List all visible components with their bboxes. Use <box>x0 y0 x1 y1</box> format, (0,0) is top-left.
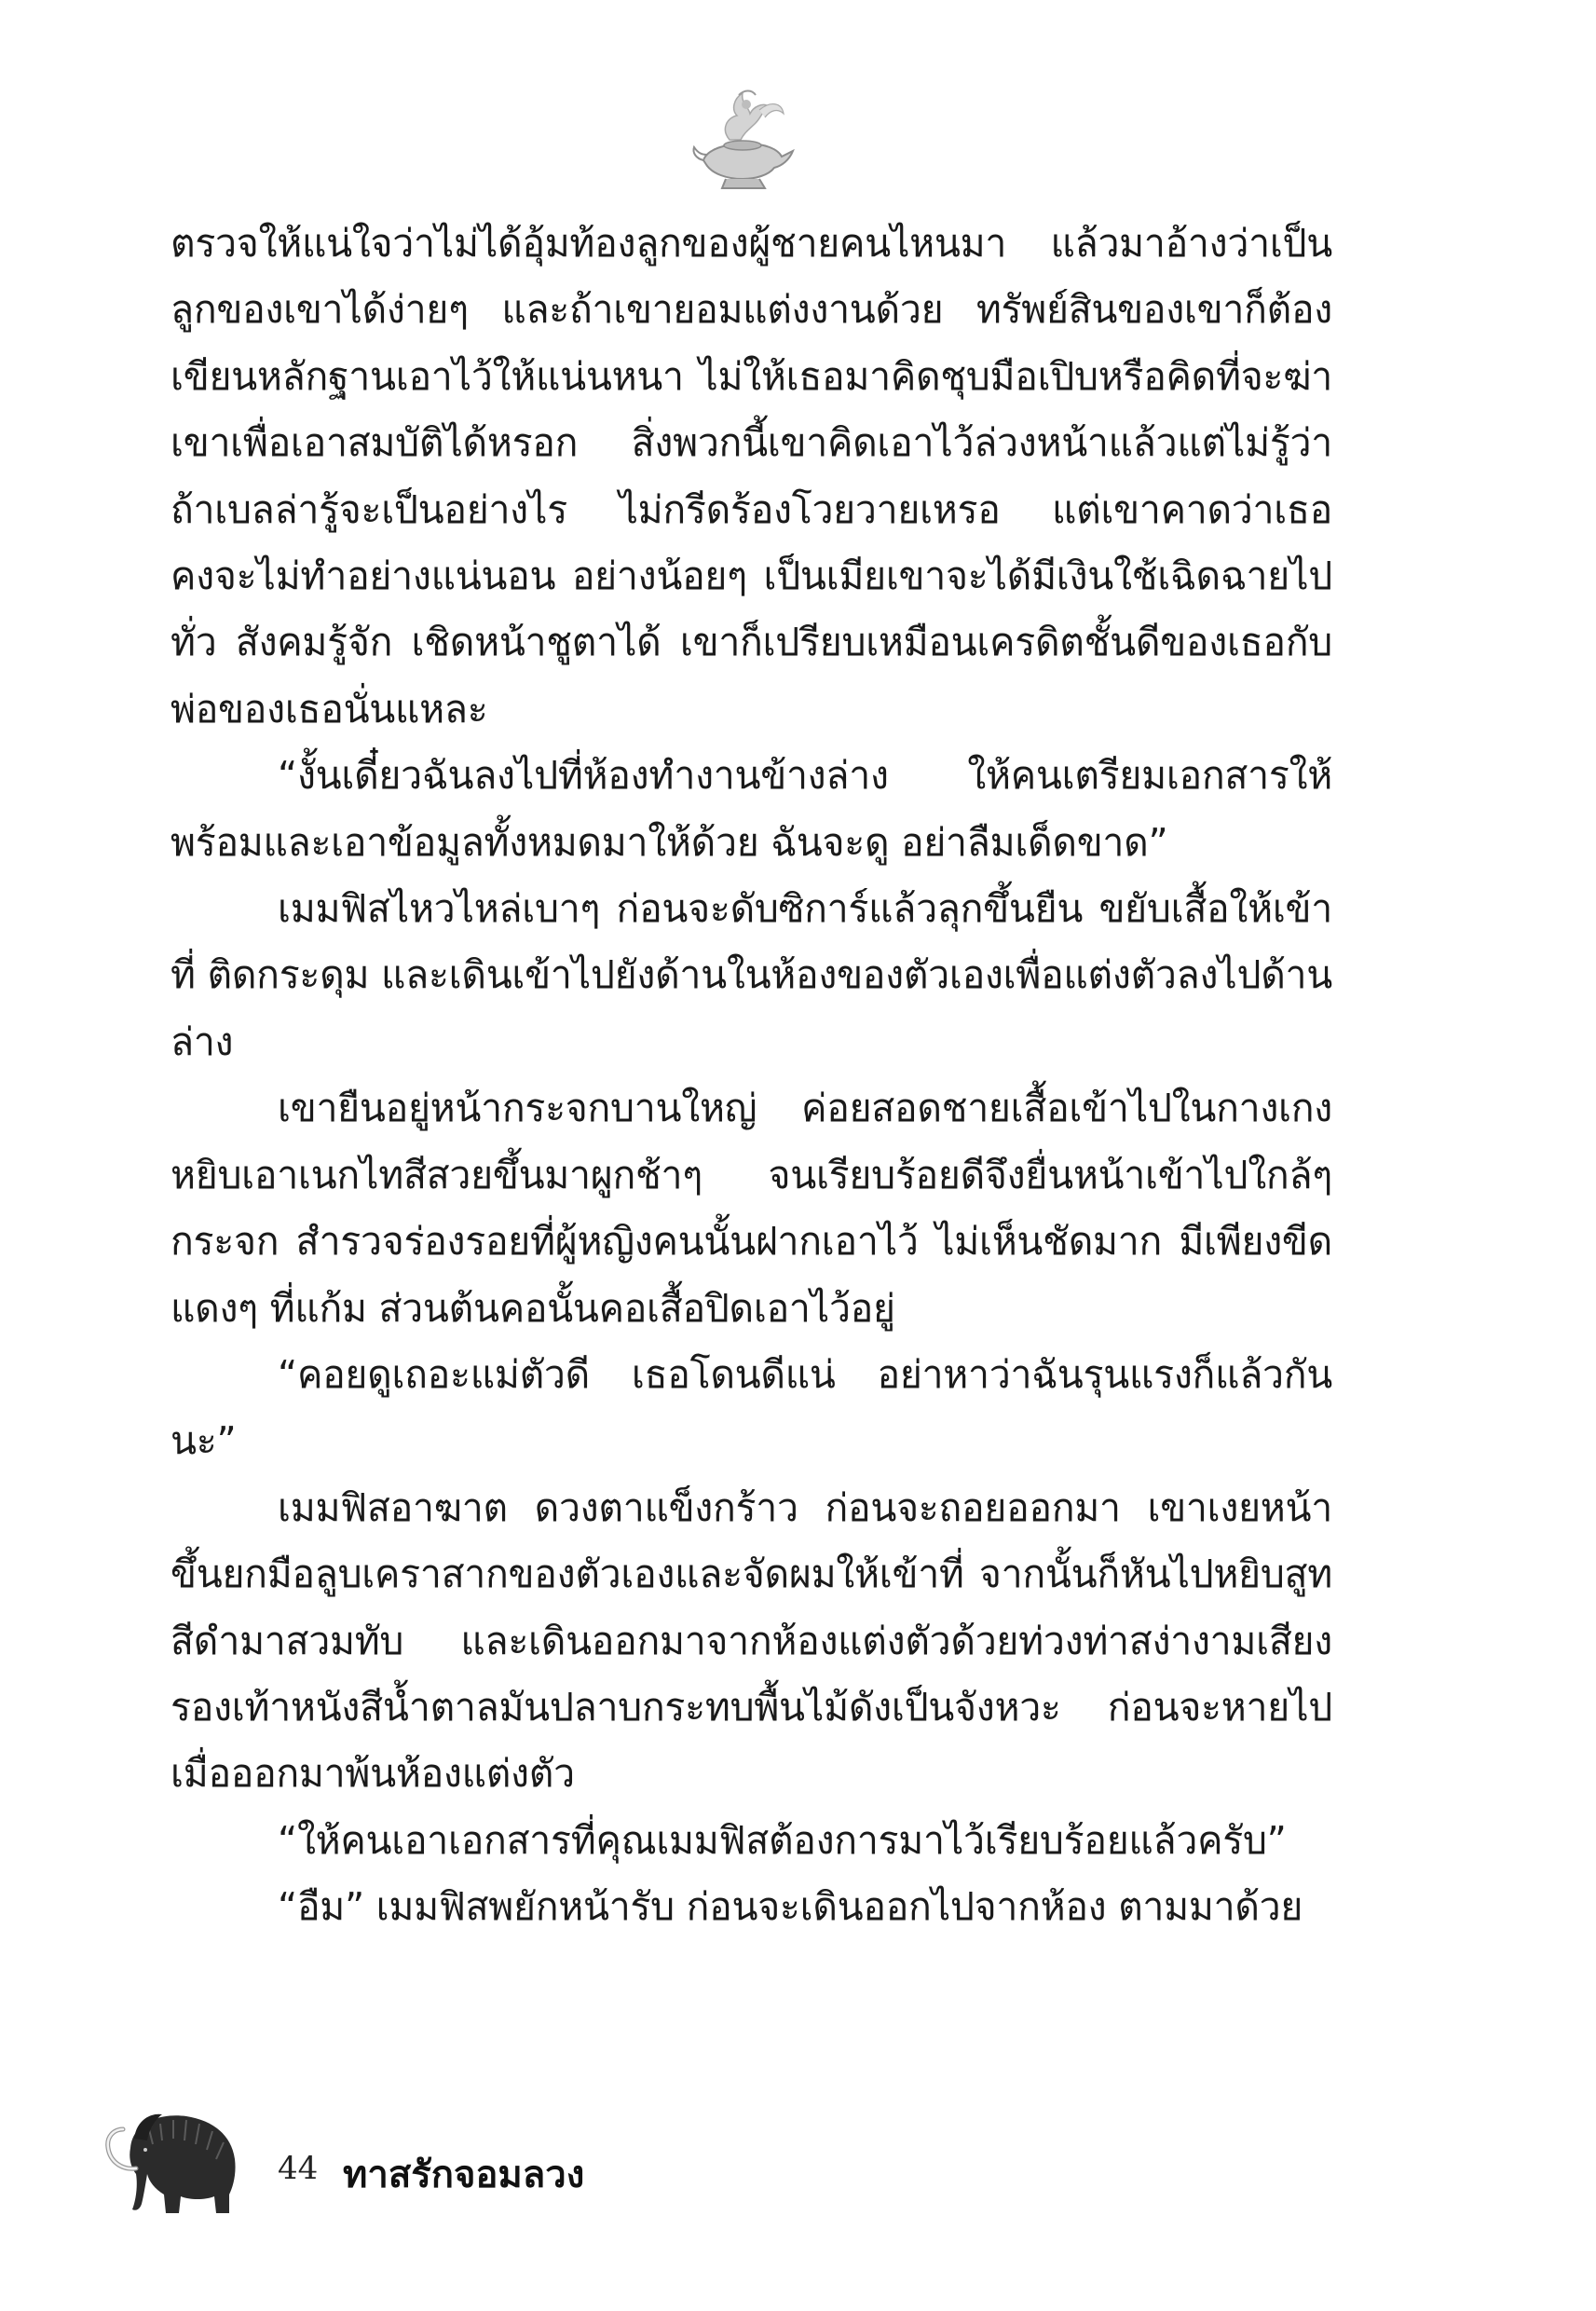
page-footer <box>93 2092 652 2222</box>
page-number: 44 <box>278 2150 319 2187</box>
book-title: ทาสรักจอมลวง <box>343 2154 585 2196</box>
paragraph-8: “อืม” เมมฟิสพยักหน้ารับ ก่อนจะเดินออกไปจากห้อง ตามมาด้วย <box>278 1884 1303 1930</box>
paragraph-6: เมมฟิสอาฆาต ดวงตาแข็งกร้าว ก่อนจะถอยออกมา เขาเงยหน้าขึ้นยกมือลูบเคราสากของตัวเองและจัดผมให้เข้าที่ จากนั้นก็หันไปหยิบสูทสีดำมาสวมทับ และเดินออกมาจากห้องแต่งตัวด้วยท่วงท่าสง่างามเสียงรองเท้าหนังสีน้ำตาลมันปลาบกระทบพื้นไม้ดังเป็นจังหวะ ก่อนจะหายไปเมื่อออกมาพ้นห้องแต่งตัว <box>171 1484 1332 1797</box>
body-text <box>171 211 1332 1941</box>
paragraph-2: “งั้นเดี๋ยวฉันลงไปที่ห้องทำงานข้างล่าง ให้คนเตรียมเอกสารให้พร้อมและเอาข้อมูลทั้งหมดมาให้ด้วย ฉันจะดู อย่าลืมเด็ดขาด” <box>171 753 1332 865</box>
paragraph-7: “ให้คนเอาเอกสารที่คุณเมมฟิสต้องการมาไว้เรียบร้อยแล้วครับ” <box>278 1817 1287 1863</box>
genie-lamp-icon <box>685 82 801 194</box>
paragraph-3: เมมฟิสไหวไหล่เบาๆ ก่อนจะดับซิการ์แล้วลุกขึ้นยืน ขยับเสื้อให้เข้าที่ ติดกระดุม และเดินเข้าไปยังด้านในห้องของตัวเองเพื่อแต่งตัวลงไปด้านล่าง <box>171 886 1332 1064</box>
paragraph-1: ตรวจให้แน่ใจว่าไม่ได้อุ้มท้องลูกของผู้ชายคนไหนมา แล้วมาอ้างว่าเป็นลูกของเขาได้ง่ายๆ และถ้าเขายอมแต่งงานด้วย ทรัพย์สินของเขาก็ต้องเขียนหลักฐานเอาไว้ให้แน่นหนา ไม่ให้เธอมาคิดชุบมือเปิบหรือคิดที่จะฆ่าเขาเพื่อเอาสมบัติได้หรอก สิ่งพวกนี้เขาคิดเอาไว้ล่วงหน้าแล้วแต่ไม่รู้ว่าถ้าเบลล่ารู้จะเป็นอย่างไร ไม่กรีดร้องโวยวายเหรอ แต่เขาคาดว่าเธอคงจะไม่ทำอย่างแน่นอน อย่างน้อยๆ เป็นเมียเขาจะได้มีเงินใช้เฉิดฉายไปทั่ว สังคมรู้จัก เชิดหน้าชูตาได้ เขาก็เปรียบเหมือนเครดิตชั้นดีของเธอกับพ่อของเธอนั่นแหละ <box>171 221 1332 732</box>
mammoth-icon <box>93 2092 252 2218</box>
paragraph-5: “คอยดูเถอะแม่ตัวดี เธอโดนดีแน่ อย่าหาว่าฉันรุนแรงก็แล้วกันนะ” <box>171 1351 1332 1464</box>
paragraph-4: เขายืนอยู่หน้ากระจกบานใหญ่ ค่อยสอดชายเสื้อเข้าไปในกางเกงหยิบเอาเนกไทสีสวยขึ้นมาผูกช้าๆ จนเรียบร้อยดีจึงยื่นหน้าเข้าไปใกล้ๆกระจก สำรวจร่องรอยที่ผู้หญิงคนนั้นฝากเอาไว้ ไม่เห็นชัดมาก มีเพียงขีดแดงๆ ที่แก้ม ส่วนต้นคอนั้นคอเสื้อปิดเอาไว้อยู่ <box>171 1086 1332 1331</box>
